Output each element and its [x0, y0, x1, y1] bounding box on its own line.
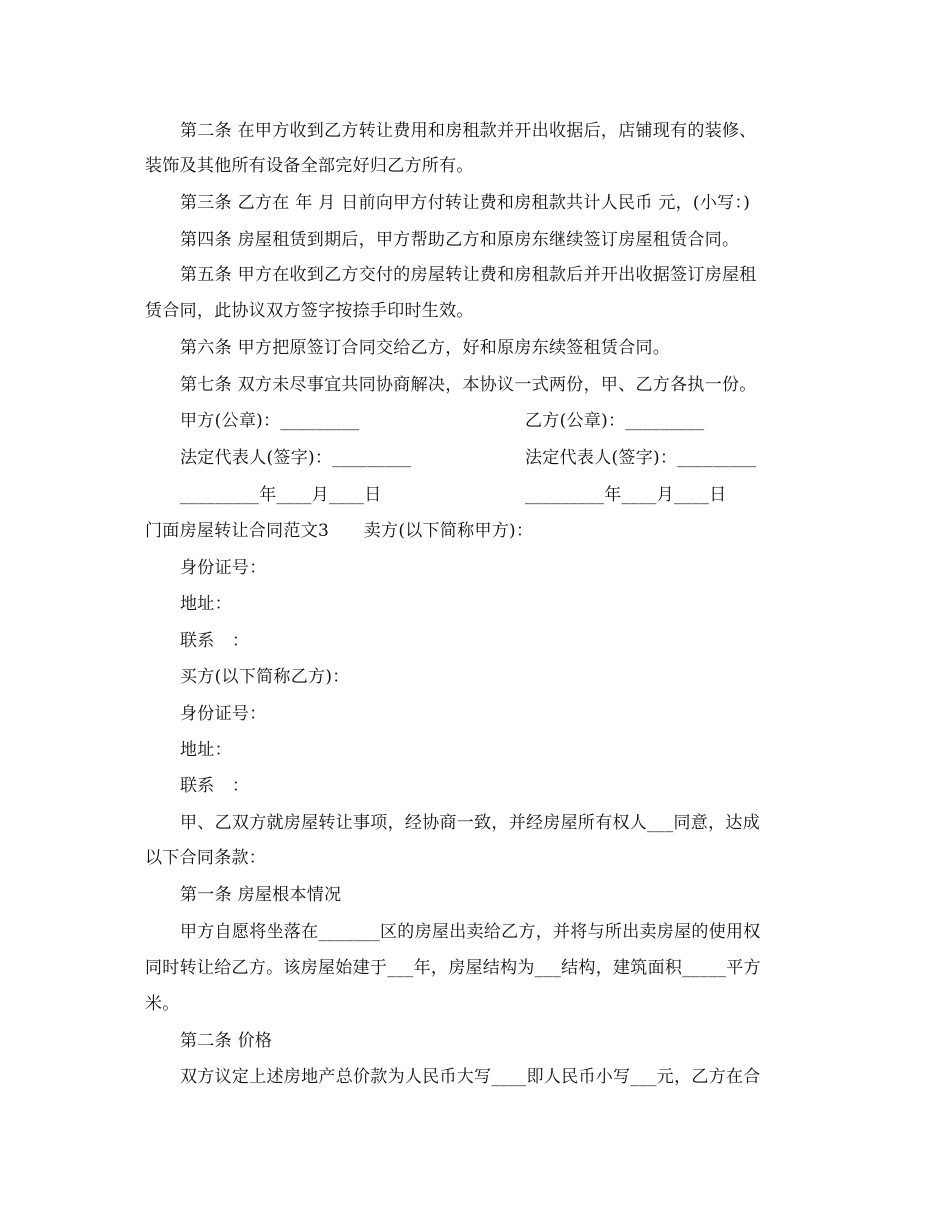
section-2-title: 第二条 价格 — [180, 1031, 273, 1051]
party-b-date: _________年____月____日 — [525, 485, 727, 505]
party-b-seal: 乙方(公章)：_________ — [525, 411, 705, 431]
section-1-body-line-3: 米。 — [145, 994, 180, 1014]
section-2-body: 双方议定上述房地产总价款为人民币大写____即人民币小写___元，乙方在合 — [180, 1067, 761, 1087]
article-2-line-1: 第二条 在甲方收到乙方转让费用和房租款并开出收据后，店铺现有的装修、 — [180, 121, 757, 141]
seller-contact: 联系 ： — [180, 631, 250, 651]
party-a-date: _________年____月____日 — [180, 485, 382, 505]
article-7: 第七条 双方未尽事宜共同协商解决，本协议一式两份，甲、乙方各执一份。 — [180, 375, 757, 395]
article-5-line-1: 第五条 甲方在收到乙方交付的房屋转让费和房租款后并开出收据签订房屋租 — [180, 265, 757, 285]
article-2-line-2: 装饰及其他所有设备全部完好归乙方所有。 — [145, 156, 474, 176]
article-6: 第六条 甲方把原签订合同交给乙方，好和原房东续签租赁合同。 — [180, 338, 671, 358]
party-a-seal: 甲方(公章)：_________ — [180, 411, 360, 431]
buyer-id: 身份证号： — [180, 704, 267, 724]
seller-address: 地址： — [180, 594, 232, 614]
section-1-body-line-1: 甲方自愿将坐落在_______区的房屋出卖给乙方，并将与所出卖房屋的使用权 — [180, 922, 761, 942]
intro-line-1: 甲、乙双方就房屋转让事项，经协商一致，并经房屋所有权人___同意，达成 — [180, 813, 760, 833]
article-4: 第四条 房屋租赁到期后，甲方帮助乙方和原房东继续签订房屋租赁合同。 — [180, 230, 740, 250]
party-b-representative: 法定代表人(签字)：_________ — [525, 448, 757, 468]
contract-3-heading: 门面房屋转让合同范文3 卖方(以下简称甲方)： — [145, 521, 534, 541]
buyer-contact: 联系 ： — [180, 776, 250, 796]
buyer-heading: 买方(以下简称乙方)： — [180, 667, 350, 687]
party-a-representative: 法定代表人(签字)：_________ — [180, 448, 412, 468]
section-1-body-line-2: 同时转让给乙方。该房屋始建于___年，房屋结构为___结构，建筑面积_____平方 — [145, 958, 761, 978]
article-5-line-2: 赁合同，此协议双方签字按捺手印时生效。 — [145, 301, 474, 321]
section-1-title: 第一条 房屋根本情况 — [180, 885, 342, 905]
seller-id: 身份证号： — [180, 558, 267, 578]
buyer-address: 地址： — [180, 740, 232, 760]
article-3: 第三条 乙方在 年 月 日前向甲方付转让费和房租款共计人民币 元，(小写：) — [180, 193, 751, 213]
intro-line-2: 以下合同条款： — [145, 848, 267, 868]
